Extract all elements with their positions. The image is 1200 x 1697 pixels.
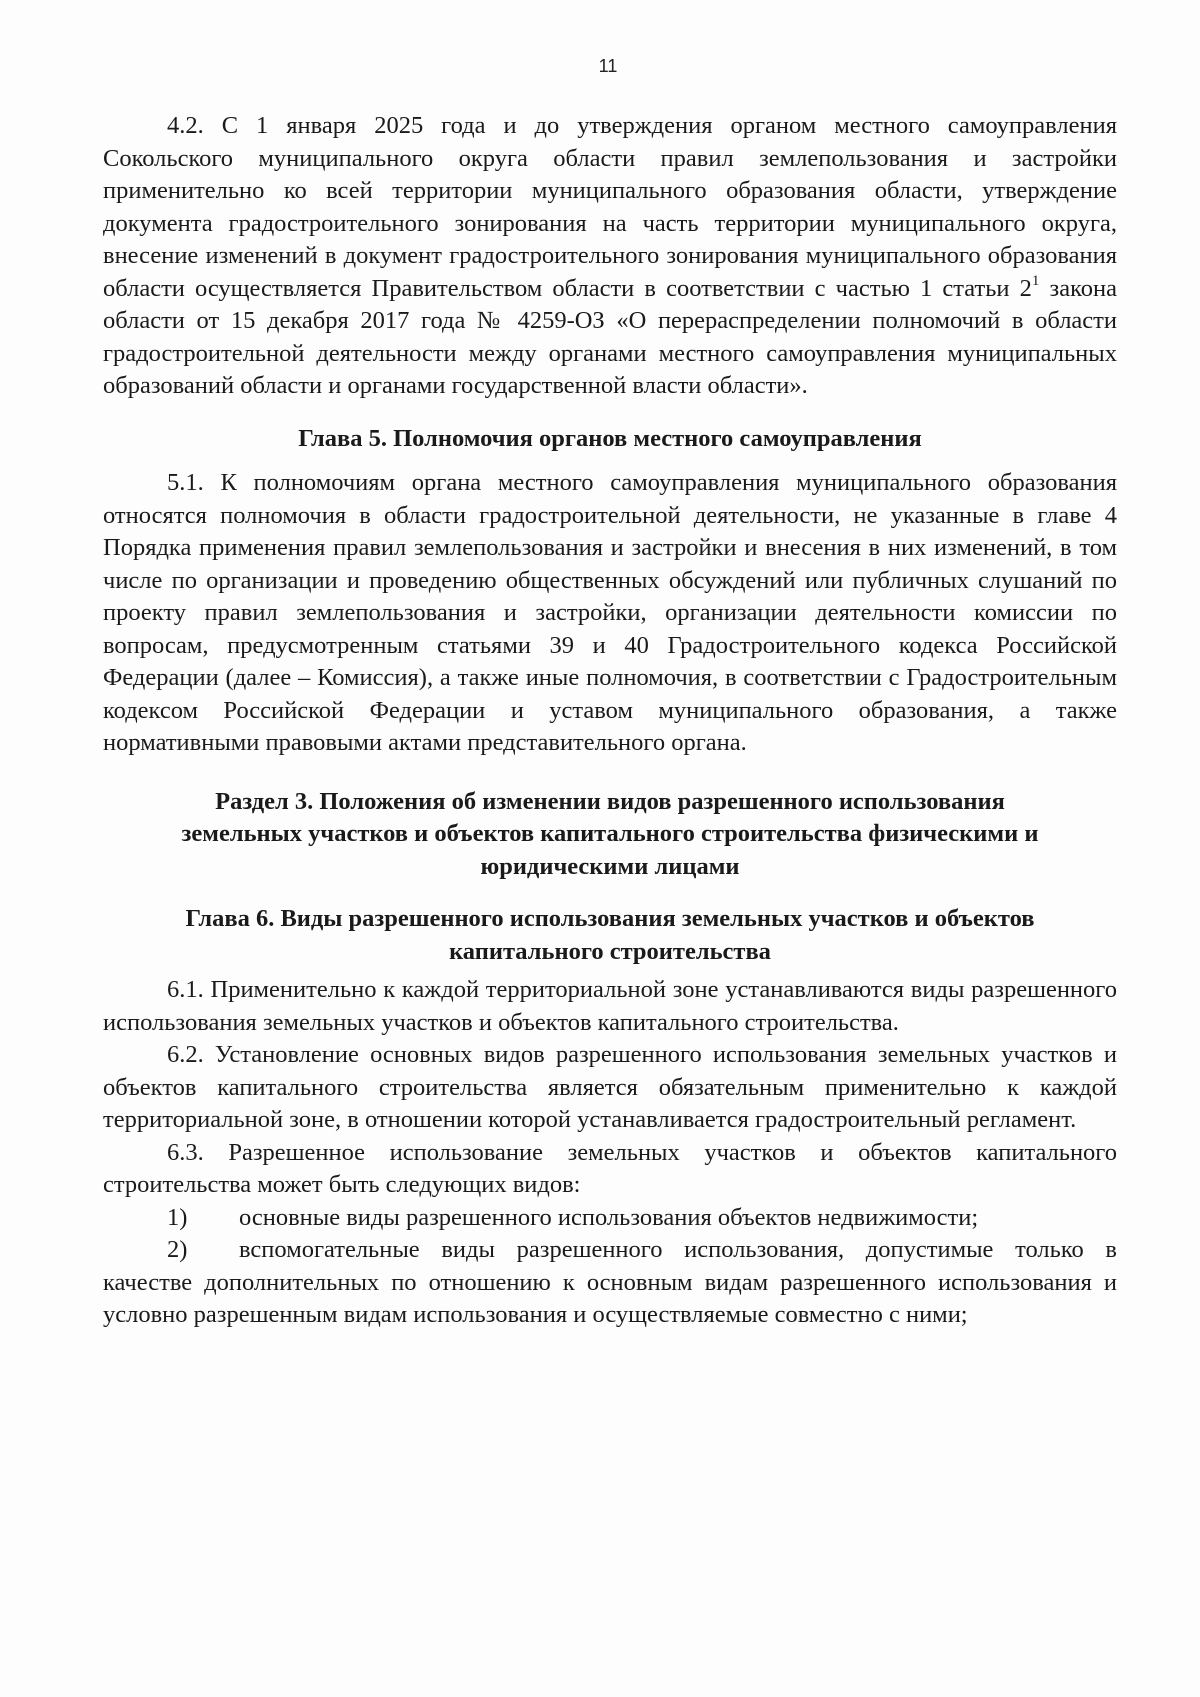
article-superscript: 1: [1031, 272, 1040, 289]
paragraph-6-2: 6.2. Установление основных видов разрешенного использования земельных участков и объектов капитального строительства является обязательным применительно к каждой территориальной зоне, в отношении которой устанавливается градостроительный регламент.: [103, 1041, 1117, 1133]
chapter-6-title-line: капитального строительства: [449, 937, 771, 965]
list-item: [103, 1234, 1117, 1332]
chapter-6-title-line: Глава 6. Виды разрешенного использования земельных участков и объектов: [185, 905, 1035, 932]
paragraph-5-1: 5.1. К полномочиям органа местного самоуправления муниципального образования относятся полномочия в области градостроительной деятельности, не указанные в главе 4 Порядка применения правил землепользования и застройки и внесения в них изменений, в том числе по организации и проведению общественных обсуждений или публичных слушаний по проекту правил землепользования и застройки, организации деятельности комиссии по вопросам, предусмотренным статьями 39 и 40 Градостроительного кодекса Российской Федерации (далее – Комиссия), а также иные полномочия, в соответствии с Градостроительным кодексом Российской Федерации и уставом муниципального образования, а также нормативными правовыми актами представительного органа.: [103, 469, 1117, 756]
section-3-title-line: земельных участков и объектов капитального строительства физическими и: [181, 820, 1039, 847]
section-3-title-line: юридическими лицами: [480, 852, 740, 880]
list-item-number: 1): [167, 1203, 188, 1231]
list-item: [103, 1202, 1117, 1235]
list-item-number: 2): [167, 1236, 188, 1263]
paragraph-4-2-text-cont: закона области от 15 декабря 2017 года № 4259-ОЗ «О перераспределении полномочий в области градостроительной деятельности между органами местного самоуправления муниципальных образований области и органами государственной власти области».: [103, 274, 1117, 399]
list-item-text: основные виды разрешенного использования объектов недвижимости;: [239, 1203, 979, 1231]
paragraph-6-3: 6.3. Разрешенное использование земельных участков и объектов капитального строительства может быть следующих видов:: [103, 1138, 1117, 1198]
paragraph-6-1: 6.1. Применительно к каждой территориальной зоне устанавливаются виды разрешенного использования земельных участков и объектов капитального строительства.: [103, 976, 1117, 1036]
page-number: 11: [598, 56, 618, 76]
paragraph-4-2: [103, 110, 1117, 403]
section-3-title-line: Раздел 3. Положения об изменении видов разрешенного использования: [215, 787, 1005, 815]
section-3-title: [103, 786, 1117, 884]
list-item-text: вспомогательные виды разрешенного использования, допустимые только в качестве дополнительных по отношению к основным видам разрешенного использования и условно разрешенным видам использования и осуществляемые совместно с ними;: [103, 1236, 1117, 1328]
chapter-6-title: [103, 903, 1117, 968]
paragraph-4-2-text: 4.2. С 1 января 2025 года и до утверждения органом местного самоуправления Сокольского муниципального округа области правил землепользования и застройки применительно ко всей территории муниципального образования области, утверждение документа градостроительного зонирования на часть территории муниципального округа, внесение изменений в документ градостроительного зонирования муниципального образования области осуществляется Правительством области в соответствии с частью 1 статьи 2: [103, 112, 1117, 302]
document-body: [103, 110, 1117, 1332]
chapter-5-title: Глава 5. Полномочия органов местного самоуправления: [298, 424, 922, 452]
